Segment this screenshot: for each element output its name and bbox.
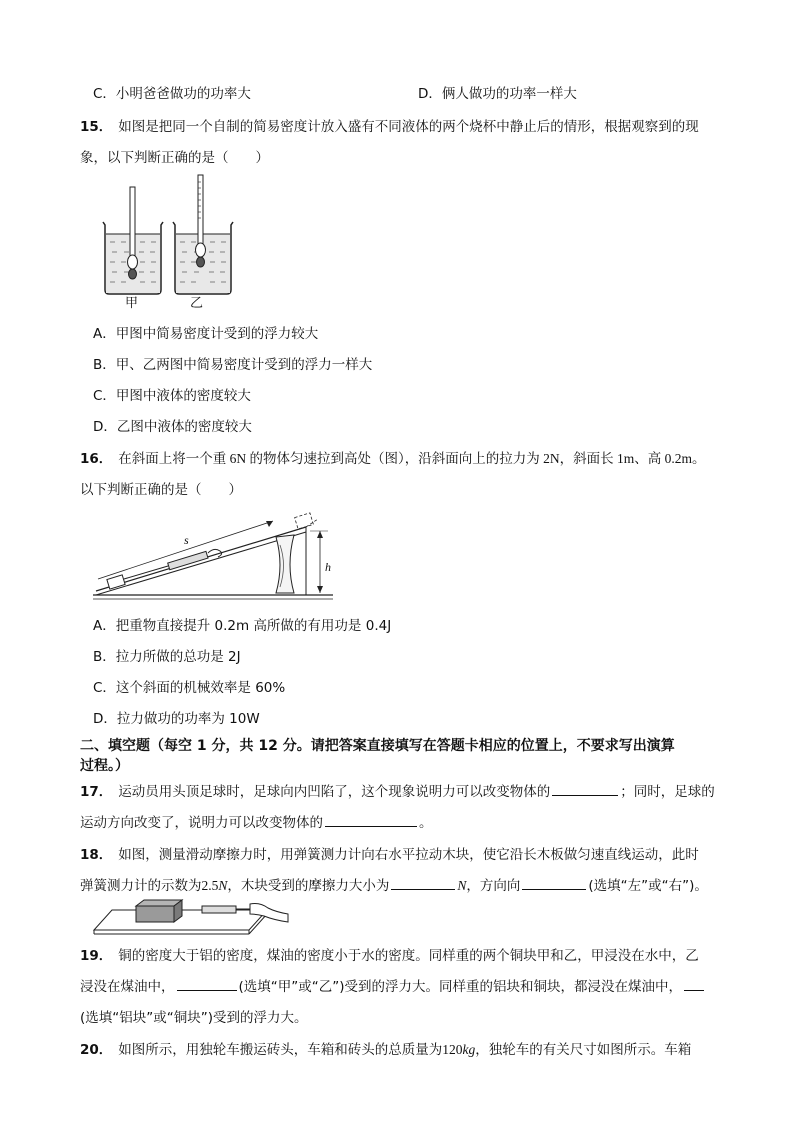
q16-incline-figure — [88, 505, 348, 605]
label-s: s — [184, 533, 189, 547]
q14-option-c: C．小明爸爸做功的功率大 — [93, 86, 251, 102]
q16-stem-text1: 在斜面上将一个重 6N 的物体匀速拉到高处（图），沿斜面向上的拉力为 2N，斜面长 1m、高 0.2m。 — [118, 451, 706, 466]
q18-line2 — [80, 874, 708, 894]
q17-text2b: 。 — [419, 815, 433, 831]
q19-line1 — [80, 944, 699, 964]
q14-option-d: D．俩人做功的功率一样大 — [418, 86, 577, 102]
q16-option-d: D．拉力做功的功率为 10W — [93, 711, 260, 727]
q16-stem-line2: 以下判断正确的是（ ） — [80, 482, 242, 498]
q15-option-a: A．甲图中简易密度计受到的浮力较大 — [93, 326, 319, 342]
q15-option-d: D．乙图中液体的密度较大 — [93, 419, 252, 435]
q18-blank-2[interactable] — [522, 875, 586, 890]
q19-line3: (选填“铝块”或“铜块”)受到的浮力大。 — [80, 1010, 308, 1026]
q15-option-b: B．甲、乙两图中简易密度计受到的浮力一样大 — [93, 357, 373, 373]
q15-stem-line2: 象，以下判断正确的是（ ） — [80, 150, 269, 166]
label-h: h — [325, 560, 331, 574]
q17-line2 — [80, 811, 433, 831]
q17-line1 — [80, 780, 715, 800]
q17-text1b: ；同时，足球的 — [620, 784, 715, 800]
q20-line1 — [80, 1038, 691, 1058]
q17-text1a: 运动员用头顶足球时，足球向内凹陷了，这个现象说明力可以改变物体的 — [118, 784, 551, 800]
q20-text1a: 如图所示，用独轮车搬运砖头，车箱和砖头的总质量为 — [118, 1042, 443, 1058]
q18-value: 2.5 — [201, 878, 219, 893]
q18-text2a: 弹簧测力计的示数为 — [80, 878, 202, 894]
q19-text1: 铜的密度大于铝的密度，煤油的密度小于水的密度。同样重的两个铜块甲和乙，甲浸没在水中，乙 — [118, 948, 699, 964]
section2-title-line2: 过程。） — [80, 758, 129, 774]
q15-stem-line1 — [80, 115, 699, 135]
q20-mass: 120 — [442, 1042, 463, 1057]
q17-blank-2[interactable] — [325, 812, 417, 827]
q18-line1 — [80, 843, 699, 863]
q18-text2b: ，木块受到的摩擦力大小为 — [227, 878, 390, 894]
q18-friction-figure — [92, 898, 292, 938]
q16-number: 16． — [80, 451, 113, 467]
q19-blank-1[interactable] — [177, 976, 237, 991]
q15-stem-text1: 如图是把同一个自制的简易密度计放入盛有不同液体的两个烧杯中静止后的情形，根据观察到的现 — [118, 119, 699, 135]
q19-number: 19． — [80, 948, 113, 964]
beaker-jia — [103, 187, 163, 294]
q19-blank-2[interactable] — [684, 976, 704, 991]
q17-text2a: 运动方向改变了，说明力可以改变物体的 — [80, 815, 323, 831]
q15-number: 15． — [80, 119, 113, 135]
q16-stem-line1 — [80, 447, 706, 467]
q18-unit-n: N — [218, 878, 228, 893]
q19-line2 — [80, 975, 706, 995]
q16-option-b: B．拉力所做的总功是 2J — [93, 649, 241, 665]
beaker-yi — [173, 175, 233, 294]
q16-option-a: A．把重物直接提升 0.2m 高所做的有用功是 0.4J — [93, 618, 392, 634]
q15-beakers-figure — [95, 172, 255, 312]
q18-number: 18． — [80, 847, 113, 863]
q16-option-c: C．这个斜面的机械效率是 60% — [93, 680, 286, 696]
q20-text1b: ，独轮车的有关尺寸如图所示。车箱 — [475, 1042, 692, 1058]
label-yi: 乙 — [190, 296, 204, 311]
q18-blank-1[interactable] — [391, 875, 455, 890]
q15-option-c: C．甲图中液体的密度较大 — [93, 388, 251, 404]
section2-title-line1: 二、填空题（每空 1 分，共 12 分。请把答案直接填写在答题卡相应的位置上，不要求写出演算 — [80, 738, 675, 754]
q20-unit-kg: kg — [462, 1042, 476, 1057]
q19-text2b: (选填“甲”或“乙”)受到的浮力大。同样重的铝块和铜块，都浸没在煤油中， — [238, 979, 683, 995]
q18-text1: 如图，测量滑动摩擦力时，用弹簧测力计向右水平拉动木块，使它沿长木板做匀速直线运动，此时 — [118, 847, 699, 863]
q17-number: 17． — [80, 784, 113, 800]
q19-text2a: 浸没在煤油中， — [80, 979, 175, 995]
q17-blank-1[interactable] — [552, 781, 618, 796]
q20-number: 20． — [80, 1042, 113, 1058]
label-jia: 甲 — [125, 296, 139, 311]
q18-text2c: ，方向向 — [466, 878, 521, 894]
q18-text2d: (选填“左”或“右”)。 — [588, 878, 708, 894]
q18-unit-n-2: N — [457, 878, 467, 893]
